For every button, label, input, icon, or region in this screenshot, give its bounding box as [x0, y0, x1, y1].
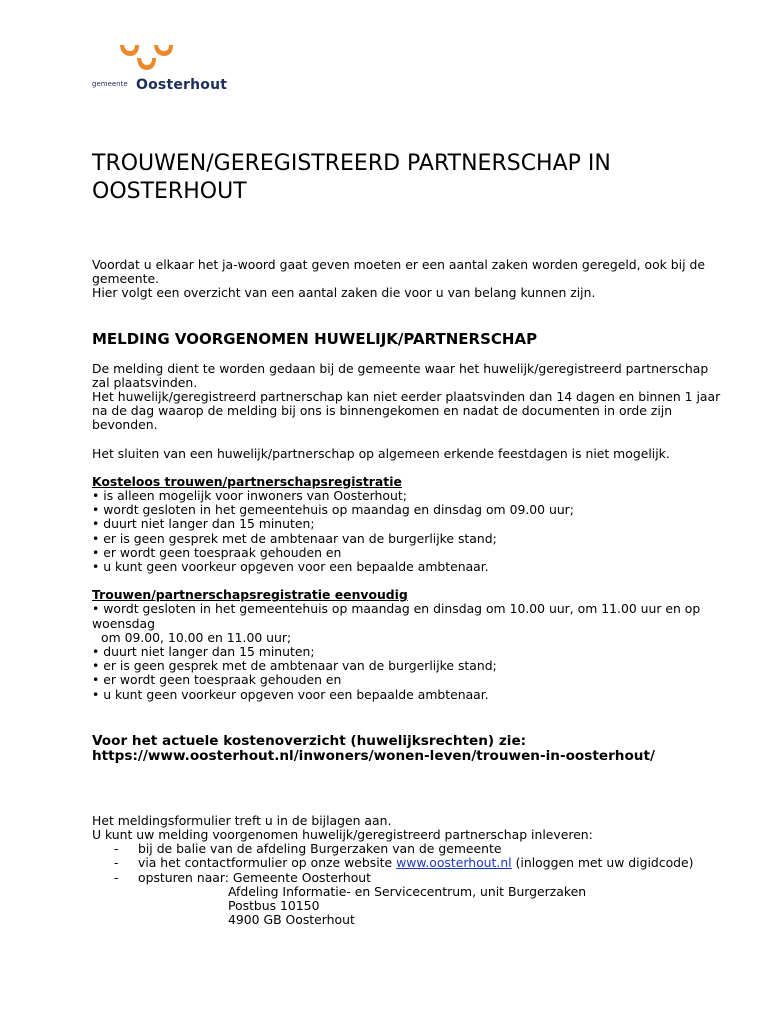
address-line: 4900 GB Oosterhout — [228, 912, 355, 928]
list-item: • u kunt geen voorkeur opgeven voor een bepaalde ambtenaar. — [92, 686, 489, 702]
dash-marker: - — [114, 869, 119, 885]
kosteloos-heading: Kosteloos trouwen/partnerschapsregistratie — [92, 473, 402, 489]
logo-name: Oosterhout — [136, 77, 228, 93]
address-line: Afdeling Informatie- en Servicecentrum, unit Burgerzaken — [228, 883, 587, 899]
gemeente-logo — [92, 42, 232, 98]
melding-paragraph — [92, 362, 722, 433]
document-body — [92, 150, 722, 928]
kosteloos-list — [92, 489, 722, 574]
page-title: TROUWEN/GEREGISTREERD PARTNERSCHAP IN OOSTERHOUT — [92, 151, 611, 204]
option-text: bij de balie van de afdeling Burgerzaken van de gemeente — [138, 841, 502, 857]
option-text — [138, 856, 722, 870]
melding-line: Het huwelijk/geregistreerd partnerschap kan niet eerder plaatsvinden dan 14 dagen en binnen 1 jaar na de dag waarop de melding bij ons is binnengekomen en nadat de documenten in orde zijn bevonden. — [92, 389, 721, 433]
delivery-option — [92, 856, 722, 870]
eenvoudig-list — [92, 602, 722, 701]
list-item: • er is geen gesprek met de ambtenaar van de burgerlijke stand; — [92, 530, 497, 546]
list-item: • u kunt geen voorkeur opgeven voor een bepaalde ambtenaar. — [92, 559, 489, 575]
melding-line: De melding dient te worden gedaan bij de gemeente waar het huwelijk/geregistreerd partnerschap zal plaatsvinden. — [92, 360, 709, 390]
option-text-pre: via het contactformulier op onze website — [138, 855, 397, 871]
section-heading: MELDING VOORGENOMEN HUWELIJK/PARTNERSCHAP — [92, 329, 538, 348]
list-item: • er is geen gesprek met de ambtenaar van de burgerlijke stand; — [92, 658, 497, 674]
list-item: • er wordt geen toespraak gehouden en — [92, 672, 342, 688]
list-item: • er wordt geen toespraak gehouden en — [92, 544, 342, 560]
delivery-option — [92, 871, 722, 885]
kosten-line: Voor het actuele kostenoverzicht (huwelijksrechten) zie: — [92, 732, 527, 749]
list-item: • is alleen mogelijk voor inwoners van Oosterhout; — [92, 488, 407, 504]
dash-marker: - — [114, 855, 119, 871]
list-item: • duurt niet langer dan 15 minuten; — [92, 644, 315, 660]
formulier-block — [92, 814, 722, 928]
logo-small-text: gemeente — [92, 80, 128, 88]
dash-marker: - — [114, 841, 119, 857]
eenvoudig-heading: Trouwen/partnerschapsregistratie eenvoudig — [92, 587, 408, 603]
website-link[interactable]: www.oosterhout.nl — [396, 855, 512, 871]
intro-line: Voordat u elkaar het ja-woord gaat geven moeten er een aantal zaken worden geregeld, ook bij de gemeente. — [92, 257, 705, 287]
list-item: • wordt gesloten in het gemeentehuis op maandag en dinsdag om 10.00 uur, om 11.00 uur en op woensdag — [92, 601, 701, 631]
list-item: • duurt niet langer dan 15 minuten; — [92, 516, 315, 532]
formulier-line: U kunt uw melding voorgenomen huwelijk/geregistreerd partnerschap inleveren: — [92, 827, 593, 843]
kosten-url: https://www.oosterhout.nl/inwoners/wonen-leven/trouwen-in-oosterhout/ — [92, 748, 655, 765]
postal-address — [92, 885, 722, 928]
address-line: Postbus 10150 — [228, 898, 320, 914]
intro-line: Hier volgt een overzicht van een aantal zaken die voor u van belang kunnen zijn. — [92, 285, 596, 301]
formulier-line: Het meldingsformulier treft u in de bijlagen aan. — [92, 812, 392, 828]
feestdagen-note: Het sluiten van een huwelijk/partnerschap op algemeen erkende feestdagen is niet mogelijk. — [92, 445, 670, 461]
delivery-option — [92, 842, 722, 856]
list-item: • wordt gesloten in het gemeentehuis op maandag en dinsdag om 09.00 uur; — [92, 502, 574, 518]
oosterhout-mark-icon — [118, 42, 176, 74]
intro — [92, 258, 722, 301]
option-text: opsturen naar: Gemeente Oosterhout — [138, 869, 371, 885]
kosten-block — [92, 734, 722, 765]
option-text-post: (inloggen met uw digidcode) — [511, 855, 694, 871]
list-item-continuation: om 09.00, 10.00 en 11.00 uur; — [101, 629, 292, 645]
